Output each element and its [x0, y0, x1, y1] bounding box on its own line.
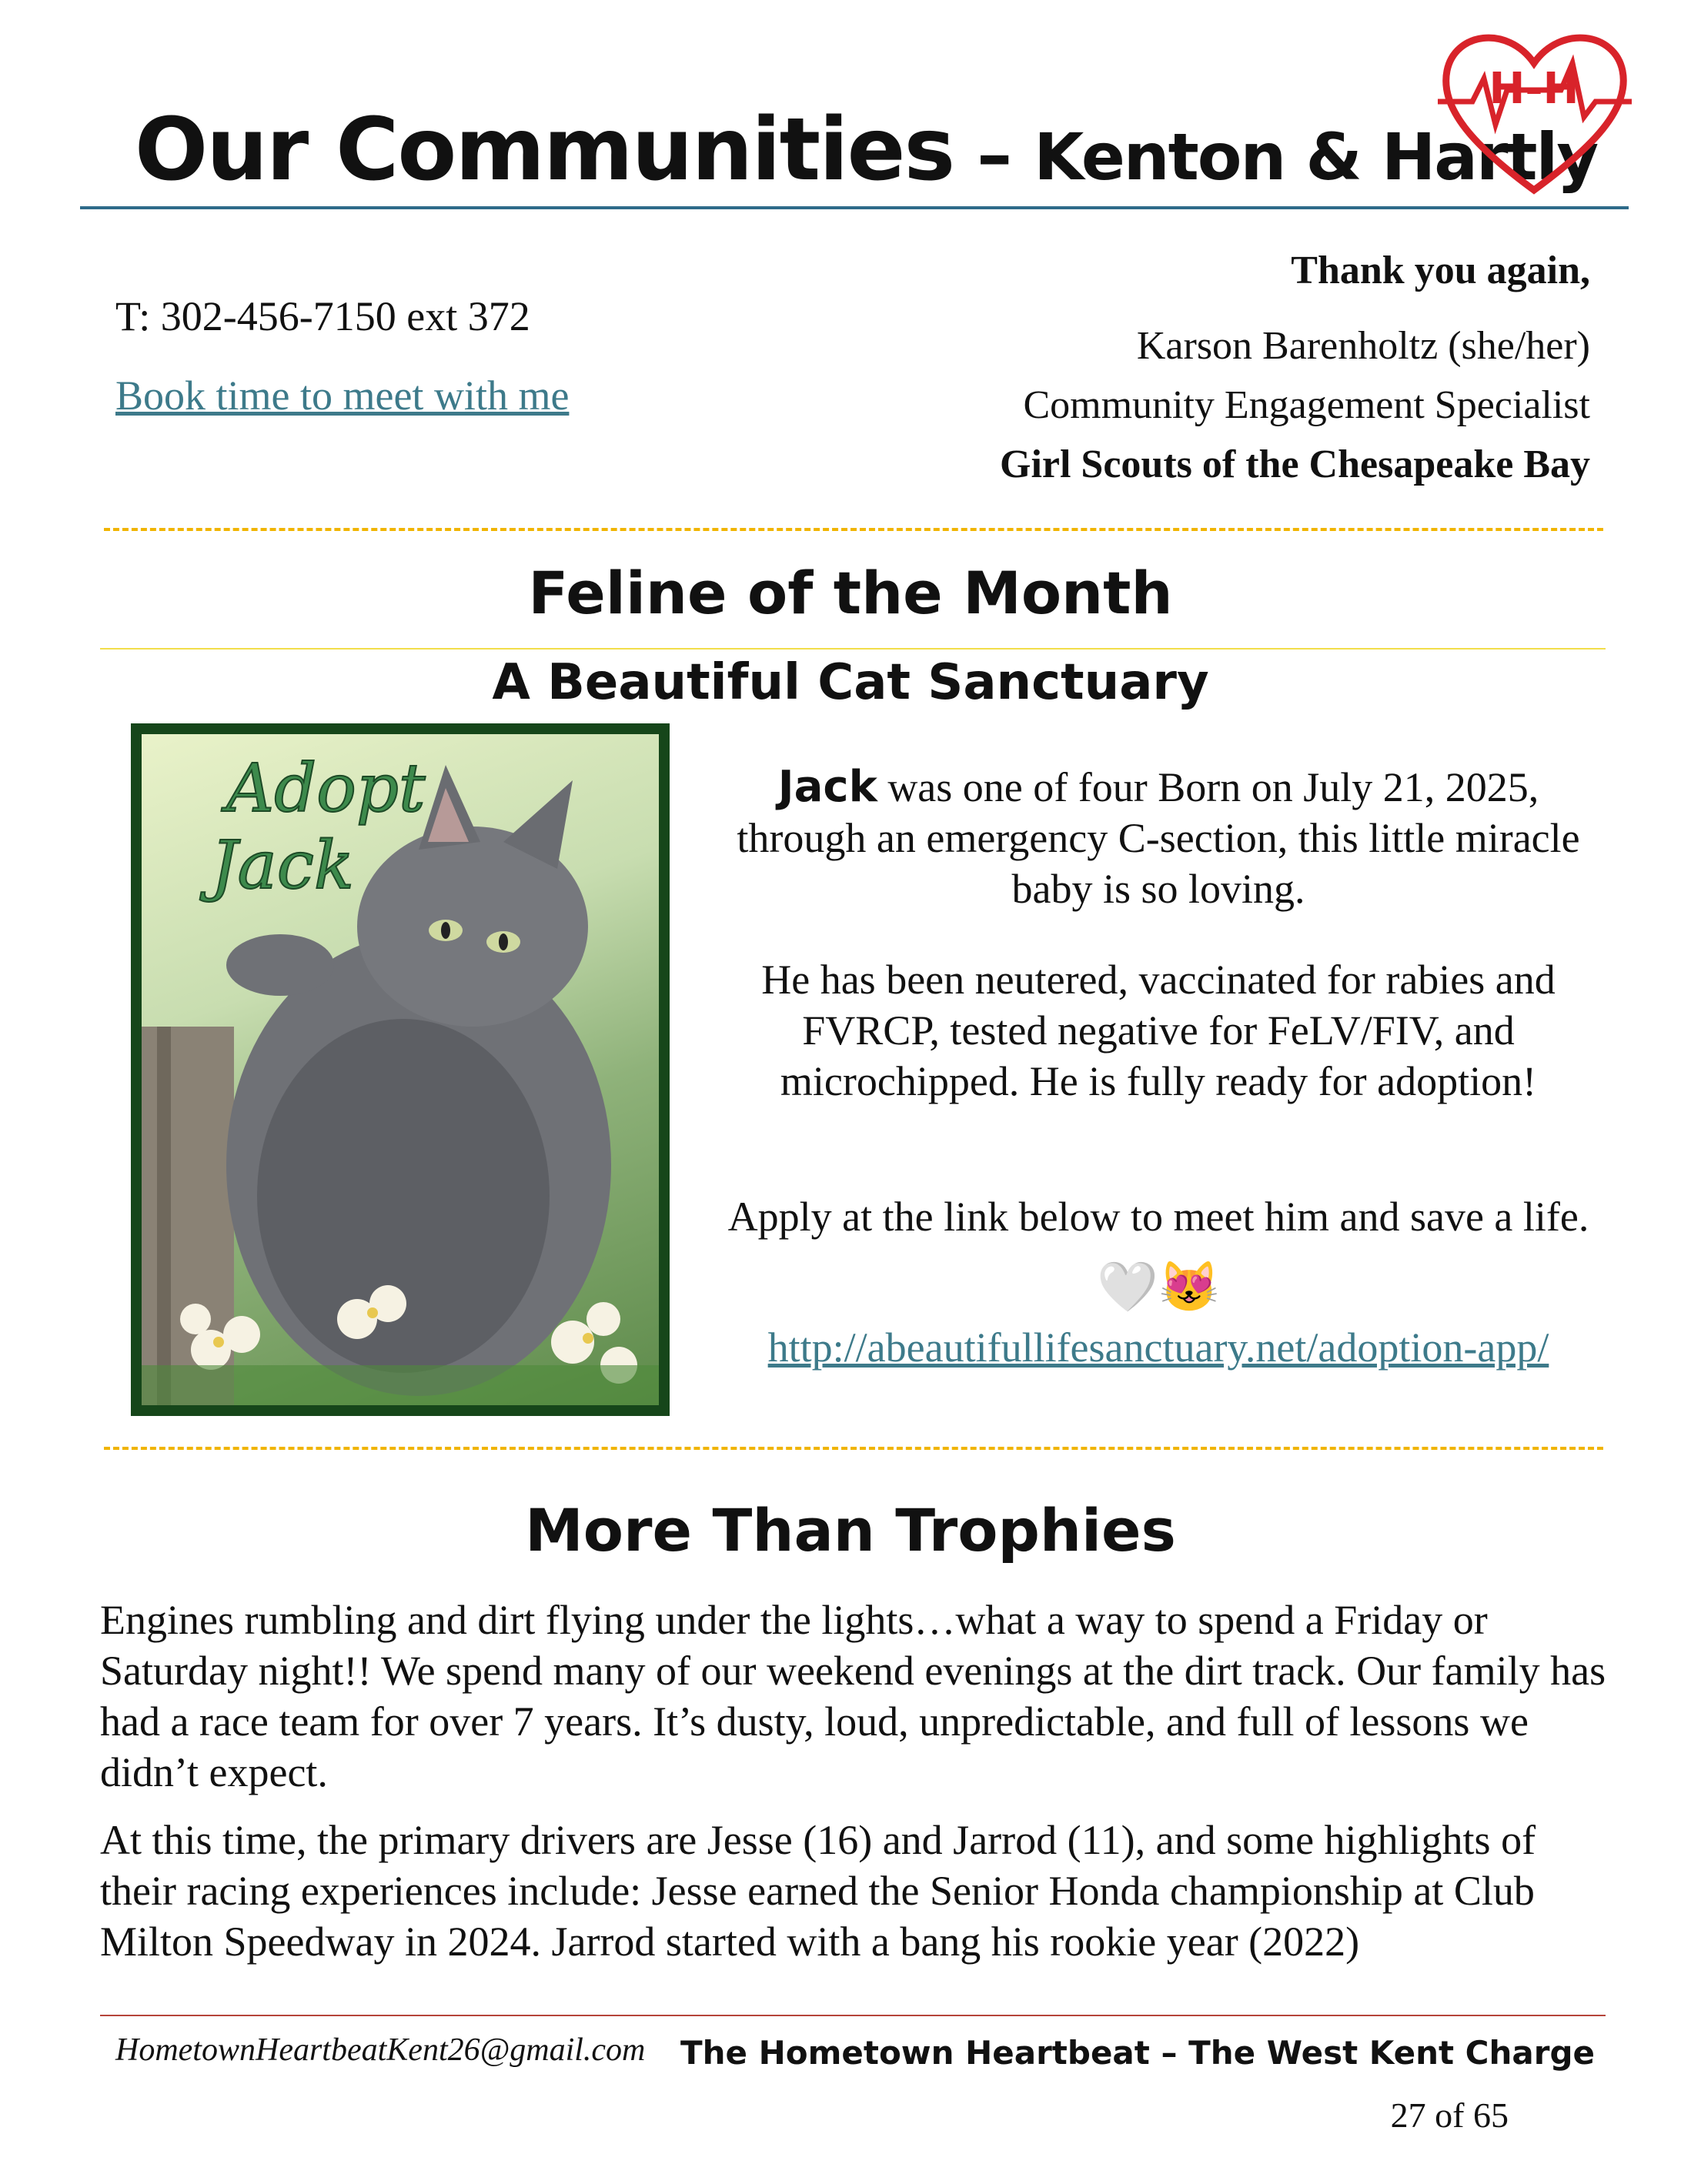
jack-intro: [716, 762, 1601, 914]
cat-photo: [131, 723, 670, 1416]
phone-number: T: 302-456-7150 ext 372: [115, 293, 530, 339]
section-divider-2: [104, 1447, 1603, 1450]
signature-role: Community Engagement Specialist: [1023, 383, 1590, 427]
trophies-paragraph-2: At this time, the primary drivers are Jesse (16) and Jarrod (11), and some highlights of their racing experiences include: Jesse earned the Senior Honda championship at Club Milton Speedway in 2024. Jarrod started with a bang his rookie year (2022): [100, 1817, 1536, 1965]
heartbeat-logo: [1430, 17, 1638, 202]
feline-title: Feline of the Month: [528, 559, 1173, 627]
apply-text: Apply at the link below to meet him and save a life.: [727, 1194, 1589, 1240]
footer-email[interactable]: HometownHeartbeatKent26@gmail.com: [115, 2032, 646, 2068]
feline-subtitle: A Beautiful Cat Sanctuary: [492, 654, 1209, 711]
jack-name: Jack: [777, 762, 877, 812]
photo-caption-adopt: Adopt: [226, 750, 426, 827]
signature-org: Girl Scouts of the Chesapeake Bay: [1000, 442, 1590, 486]
page-number: 27 of 65: [1390, 2096, 1509, 2135]
footer-rule: [100, 2015, 1606, 2016]
heart-eyes-cat-icon: 😻: [1158, 1260, 1220, 1314]
header-rule: [80, 206, 1629, 209]
signature-thanks: Thank you again,: [1291, 249, 1590, 292]
jack-intro-text: was one of four Born on July 21, 2025, through an emergency C-section, this little miracle baby is so loving.: [737, 764, 1580, 912]
heart-icon: 🤍: [1097, 1260, 1158, 1314]
title-dash: –: [954, 114, 1034, 196]
photo-caption-jack: Jack: [211, 827, 355, 904]
book-meeting-link[interactable]: Book time to meet with me: [115, 372, 570, 419]
cat-illustration: [142, 734, 659, 1405]
title-main: Our Communities: [135, 100, 954, 200]
jack-health: He has been neutered, vaccinated for rabies and FVRCP, tested negative for FeLV/FIV, and microchipped. He is fully ready for adoption!: [761, 957, 1556, 1104]
title-sub: Kenton & Hartly: [1034, 119, 1598, 195]
footer-publication-title: The Hometown Heartbeat – The West Kent Charge: [680, 2034, 1595, 2072]
adoption-link[interactable]: http://abeautifullifesanctuary.net/adoption-app/: [767, 1324, 1549, 1371]
page-title: [135, 100, 1597, 200]
logo-text: H-H: [1489, 64, 1579, 114]
feline-rule: [100, 648, 1606, 650]
trophies-title: More Than Trophies: [525, 1496, 1176, 1565]
section-divider: [104, 528, 1603, 531]
signature-name: Karson Barenholtz (she/her): [1136, 324, 1590, 368]
trophies-paragraph-1: Engines rumbling and dirt flying under the lights…what a way to spend a Friday or Saturday night!! We spend many of our weekend evenings at the dirt track. Our family has had a race team for over 7 years. It’s dusty, loud, unpredictable, and full of lessons we didn’t expect.: [100, 1597, 1606, 1795]
apply-block: [716, 1181, 1601, 1325]
